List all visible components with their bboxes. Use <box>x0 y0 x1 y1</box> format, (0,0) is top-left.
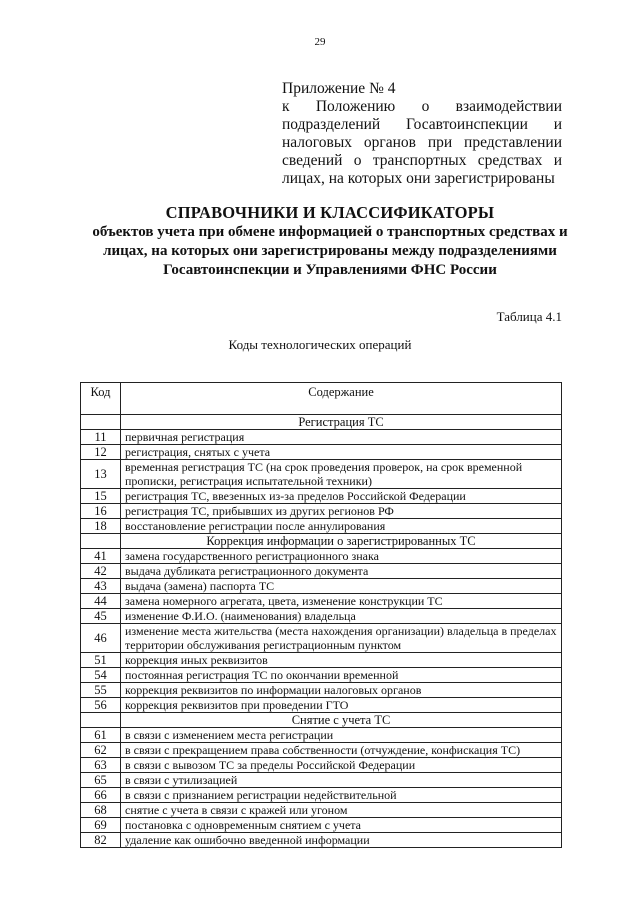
operation-code: 69 <box>81 818 121 833</box>
header-code: Код <box>81 383 121 415</box>
operation-description: коррекция реквизитов при проведении ГТО <box>121 698 562 713</box>
table-row <box>81 758 562 773</box>
table-row <box>81 594 562 609</box>
operation-code: 42 <box>81 564 121 579</box>
operation-description: регистрация, снятых с учета <box>121 445 562 460</box>
table-row <box>81 624 562 653</box>
operation-code: 11 <box>81 430 121 445</box>
operation-description: постоянная регистрация ТС по окончании временной <box>121 668 562 683</box>
heading-title: СПРАВОЧНИКИ И КЛАССИФИКАТОРЫ <box>165 203 495 222</box>
table-header-row <box>81 383 562 415</box>
operation-description: изменение Ф.И.О. (наименования) владельца <box>121 609 562 624</box>
operation-description: замена номерного агрегата, цвета, изменение конструкции ТС <box>121 594 562 609</box>
operation-description: удаление как ошибочно введенной информации <box>121 833 562 848</box>
appendix-title: Приложение № 4 <box>282 80 396 97</box>
table-row <box>81 653 562 668</box>
operation-code: 65 <box>81 773 121 788</box>
table-row <box>81 519 562 534</box>
table-row <box>81 564 562 579</box>
operation-description: в связи с вывозом ТС за пределы Российской Федерации <box>121 758 562 773</box>
operation-description: в связи с прекращением права собственности (отчуждение, конфискация ТС) <box>121 743 562 758</box>
operation-code: 18 <box>81 519 121 534</box>
section-row <box>81 415 562 430</box>
operation-description: постановка с одновременным снятием с учета <box>121 818 562 833</box>
table-row <box>81 803 562 818</box>
operation-description: временная регистрация ТС (на срок проведения проверок, на срок временной прописки, регистрация испытательной техники) <box>121 460 562 489</box>
operation-code: 41 <box>81 549 121 564</box>
section-row <box>81 713 562 728</box>
operation-code: 43 <box>81 579 121 594</box>
operation-description: коррекция иных реквизитов <box>121 653 562 668</box>
table-row <box>81 773 562 788</box>
table-row <box>81 489 562 504</box>
operation-code: 61 <box>81 728 121 743</box>
operation-description: выдача (замена) паспорта ТС <box>121 579 562 594</box>
section-code-cell <box>81 713 121 728</box>
operation-code: 45 <box>81 609 121 624</box>
operation-code: 46 <box>81 624 121 653</box>
header-content: Содержание <box>121 383 562 415</box>
section-title: Коррекция информации о зарегистрированных ТС <box>121 534 562 549</box>
table-row <box>81 668 562 683</box>
operation-code: 16 <box>81 504 121 519</box>
section-title: Регистрация ТС <box>121 415 562 430</box>
operation-code: 55 <box>81 683 121 698</box>
operation-code: 68 <box>81 803 121 818</box>
operation-description: снятие с учета в связи с кражей или угоном <box>121 803 562 818</box>
section-code-cell <box>81 534 121 549</box>
table-row <box>81 460 562 489</box>
operation-code: 13 <box>81 460 121 489</box>
operation-code: 51 <box>81 653 121 668</box>
table-row <box>81 743 562 758</box>
operation-code: 66 <box>81 788 121 803</box>
operation-codes-table <box>80 382 562 848</box>
table-row <box>81 683 562 698</box>
heading-subtitle-line2: лицах, на которых они зарегистрированы между подразделениями <box>103 243 557 259</box>
table-row <box>81 579 562 594</box>
operation-description: в связи с утилизацией <box>121 773 562 788</box>
operation-description: первичная регистрация <box>121 430 562 445</box>
operation-description: в связи с признанием регистрации недействительной <box>121 788 562 803</box>
table-caption: Коды технологических операций <box>228 337 412 352</box>
table-row <box>81 549 562 564</box>
operation-description: выдача дубликата регистрационного документа <box>121 564 562 579</box>
operation-description: в связи с изменением места регистрации <box>121 728 562 743</box>
heading-subtitle-line3: Госавтоинспекции и Управлениями ФНС России <box>163 262 497 278</box>
section-row <box>81 534 562 549</box>
operation-code: 12 <box>81 445 121 460</box>
operation-description: регистрация ТС, ввезенных из-за пределов Российской Федерации <box>121 489 562 504</box>
operation-description: регистрация ТС, прибывших из других регионов РФ <box>121 504 562 519</box>
operation-description: коррекция реквизитов по информации налоговых органов <box>121 683 562 698</box>
section-code-cell <box>81 415 121 430</box>
table-label: Таблица 4.1 <box>496 309 562 324</box>
table-row <box>81 609 562 624</box>
table-body <box>81 415 562 848</box>
table-row <box>81 504 562 519</box>
operation-code: 56 <box>81 698 121 713</box>
operation-code: 62 <box>81 743 121 758</box>
table-row <box>81 833 562 848</box>
table-row <box>81 698 562 713</box>
operation-code: 54 <box>81 668 121 683</box>
section-title: Снятие с учета ТС <box>121 713 562 728</box>
table-row <box>81 728 562 743</box>
table-row <box>81 818 562 833</box>
table-row <box>81 430 562 445</box>
operation-code: 63 <box>81 758 121 773</box>
operation-code: 44 <box>81 594 121 609</box>
operation-code: 15 <box>81 489 121 504</box>
appendix-body: к Положению о взаимодействии подразделений Госавтоинспекции и налоговых органов при представлении сведений о транспортных средствах и лицах, на которых они зарегистрированы <box>282 98 562 187</box>
operation-description: восстановление регистрации после аннулирования <box>121 519 562 534</box>
table-row <box>81 788 562 803</box>
operation-description: изменение места жительства (места нахождения организации) владельца в пределах территории обслуживания регистрационным пунктом <box>121 624 562 653</box>
appendix-note <box>282 80 562 188</box>
document-heading <box>70 203 590 280</box>
table-row <box>81 445 562 460</box>
operation-code: 82 <box>81 833 121 848</box>
page-number: 29 <box>314 36 326 48</box>
heading-subtitle-line1: объектов учета при обмене информацией о транспортных средствах и <box>92 224 568 240</box>
operation-description: замена государственного регистрационного знака <box>121 549 562 564</box>
